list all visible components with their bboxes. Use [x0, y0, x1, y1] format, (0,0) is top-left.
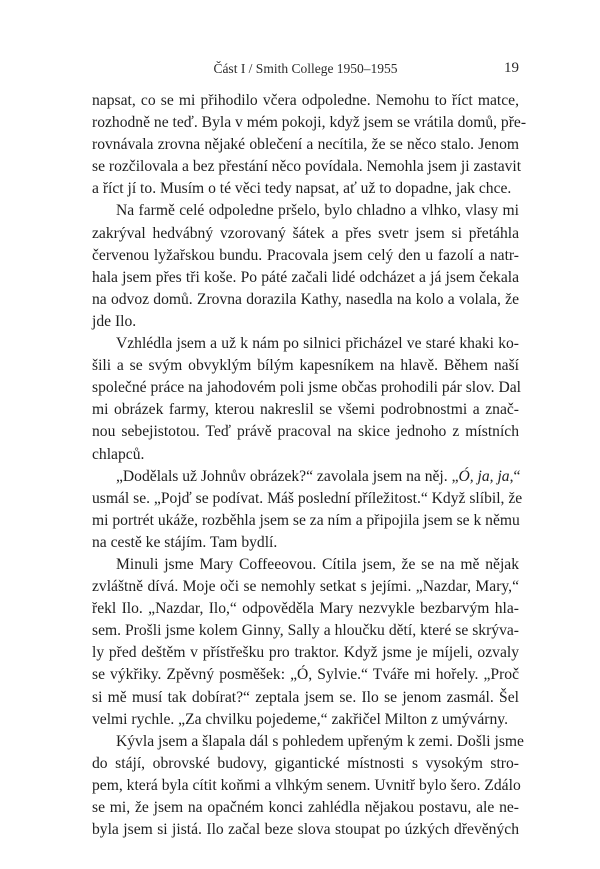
- text-line: byla jsem si jistá. Ilo začal beze slova stoupat po úzkých dřevěných: [92, 821, 519, 839]
- text-line: zvláštně dívá. Moje oči se nemohly setkat s jejími. „Nazdar, Mary,“: [92, 578, 519, 596]
- text-line: „Dodělals už Johnův obrázek?“ zavolala jsem na něj. „Ó, ja, ja,“: [116, 467, 521, 485]
- text-line: mi obrázek farmy, kterou nakreslil se všemi podrobnostmi a znač-: [92, 401, 519, 419]
- text-line: rovnávala zrovna nějaké oblečení a necítila, že se něco stalo. Jenom: [92, 136, 519, 154]
- text-line: Na farmě celé odpoledne pršelo, bylo chladno a vlhko, vlasy mi: [116, 202, 519, 220]
- paragraph: [92, 554, 519, 731]
- text-line: se mi, že jsem na opačném konci zahlédla nějakou postavu, ale ne-: [92, 799, 519, 816]
- text-line: jde Ilo.: [92, 312, 137, 330]
- text-line: usmál se. „Pojď se podívat. Máš poslední příležitost.“ Když slíbil, že: [92, 489, 523, 507]
- paragraph: [92, 731, 524, 841]
- text-line: Minuli jsme Mary Coffeeovou. Cítila jsem, že se na mě nějak: [116, 555, 519, 573]
- text-line: červenou lyžařskou bundu. Pracovala jsem celý den u fazolí a natr-: [92, 246, 519, 264]
- body-text: [92, 90, 527, 841]
- text-line: mi portrét ukáže, rozběhla jsem se za ním a připojila jsem se k němu: [92, 511, 520, 529]
- text-line: Kývla jsem a šlapala dál s pohledem upřeným k zemi. Došli jsme: [116, 732, 524, 750]
- text-line: chlapců.: [92, 445, 145, 463]
- text-line: velmi rychle. „Za chvilku pojedeme,“ zakřičel Milton z umývárny.: [92, 710, 508, 728]
- text-line: ly před deštěm v přístřešku pro traktor. Když jsme je míjeli, ozvaly: [92, 644, 519, 662]
- text-line: sem. Prošli jsme kolem Ginny, Sally a hloučku dětí, které se skrýva-: [92, 622, 519, 640]
- text-line: šili a se svým obvyklým bílým kapesníkem na hlavě. Během naší: [92, 357, 519, 375]
- text-line: hala jsem přes tři koše. Po páté začali lidé odcházet a já jsem čekala: [92, 268, 519, 286]
- text-line: rozhodně ne teď. Byla v mém pokoji, když jsem se vrátila domů, pře-: [92, 114, 527, 132]
- text-line: pem, která byla cítit koňmi a vlhkým senem. Uvnitř bylo šero. Zdálo: [92, 776, 521, 794]
- italic-quote: Ó, ja, ja: [458, 467, 510, 485]
- text-line: napsat, co se mi přihodilo včera odpoledne. Nemohu to říct matce,: [92, 92, 519, 109]
- running-head: [92, 61, 519, 81]
- text-line: zakrýval hedvábný vzorovaný šátek a přes svetr jsem si přetáhla: [92, 224, 519, 242]
- text-line: řekl Ilo. „Nazdar, Ilo,“ odpověděla Mary nezvykle bezbarvým hla-: [92, 600, 519, 618]
- paragraph: [92, 200, 519, 333]
- text-line: nou sebejistotou. Teď právě pracoval na skice jednoho z místních: [92, 423, 519, 441]
- text-line: si mě musí tak dobírat?“ zeptala jsem se. Ilo se jenom zasmál. Šel: [92, 688, 519, 706]
- text-line: společné práce na jahodovém poli jsme občas prohodili pár slov. Dal: [92, 379, 521, 397]
- page-number: 19: [504, 60, 519, 76]
- text-line: a říct jí to. Musím o té věci tedy napsat, ať už to dopadne, jak chce.: [92, 180, 512, 198]
- text-line: se výkřiky. Zpěvný posměšek: „Ó, Sylvie.“ Tváře mi hořely. „Proč: [92, 666, 519, 684]
- text-line: se rozčilovala a bez přestání něco povídala. Nemohla jsem ji zastavit: [92, 158, 522, 176]
- text-line: na odvoz domů. Zrovna dorazila Kathy, nasedla na kolo a volala, že: [92, 290, 519, 308]
- text-line: Vzhlédla jsem a už k nám po silnici přicházel ve staré khaki ko-: [116, 335, 519, 353]
- running-title: Část I / Smith College 1950–1955: [213, 61, 398, 76]
- paragraph: [92, 466, 523, 554]
- paragraph: [92, 90, 527, 200]
- text-line: do stájí, obrovské budovy, gigantické místnosti s vysokým stro-: [92, 754, 519, 772]
- text-line: na cestě ke stájím. Tam bydlí.: [92, 533, 278, 551]
- paragraph: [92, 333, 519, 466]
